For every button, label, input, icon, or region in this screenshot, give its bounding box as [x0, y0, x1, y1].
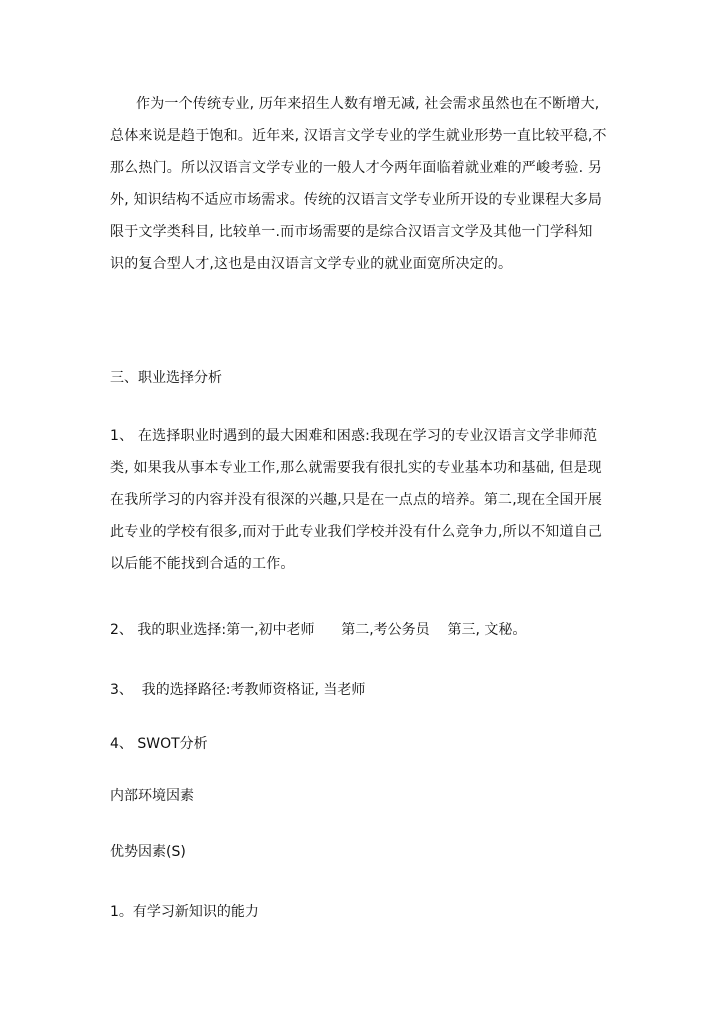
item-2: 2、 我的职业选择:第一,初中老师 第二,考公务员 第三, 文秘。 — [110, 622, 527, 638]
paragraph-line: 作为一个传统专业, 历年来招生人数有增无减, 社会需求虽然也在不断增大, — [136, 96, 600, 112]
item-4: 4、 SWOT分析 — [110, 736, 208, 752]
item-1-paragraph — [110, 420, 615, 580]
paragraph-line: 限于文学类科目, 比较单一.而市场需要的是综合汉语言文学及其他一门学科知 — [110, 224, 593, 240]
strength-item-1: 1。有学习新知识的能力 — [110, 904, 259, 920]
paragraph-line: 外, 知识结构不适应市场需求。传统的汉语言文学专业所开设的专业课程大多局 — [110, 192, 603, 208]
strengths-heading: 优势因素(S) — [110, 844, 186, 860]
paragraph-line: 1、 在选择职业时遇到的最大困难和困惑:我现在学习的专业汉语言文学非师范 — [110, 428, 598, 444]
paragraph-line: 类, 如果我从事本专业工作,那么就需要我有很扎实的专业基本功和基础, 但是现 — [110, 460, 602, 476]
paragraph-line: 总体来说是趋于饱和。近年来, 汉语言文学专业的学生就业形势一直比较平稳,不 — [110, 128, 607, 144]
item-3: 3、 我的选择路径:考教师资格证, 当老师 — [110, 682, 366, 698]
internal-factors-heading: 内部环境因素 — [110, 788, 194, 804]
paragraph-line: 那么热门。所以汉语言文学专业的一般人才今两年面临着就业难的严峻考验. 另 — [110, 160, 603, 176]
paragraph-line: 在我所学习的内容并没有很深的兴趣,只是在一点点的培养。第二,现在全国开展 — [110, 492, 603, 508]
section-heading: 三、职业选择分析 — [110, 370, 222, 386]
paragraph-line: 以后能不能找到合适的工作。 — [110, 556, 295, 572]
paragraph-line: 识的复合型人才,这也是由汉语言文学专业的就业面宽所决定的。 — [110, 256, 513, 272]
intro-paragraph — [110, 88, 615, 280]
paragraph-line: 此专业的学校有很多,而对于此专业我们学校并没有什么竞争力,所以不知道自己 — [110, 524, 603, 540]
